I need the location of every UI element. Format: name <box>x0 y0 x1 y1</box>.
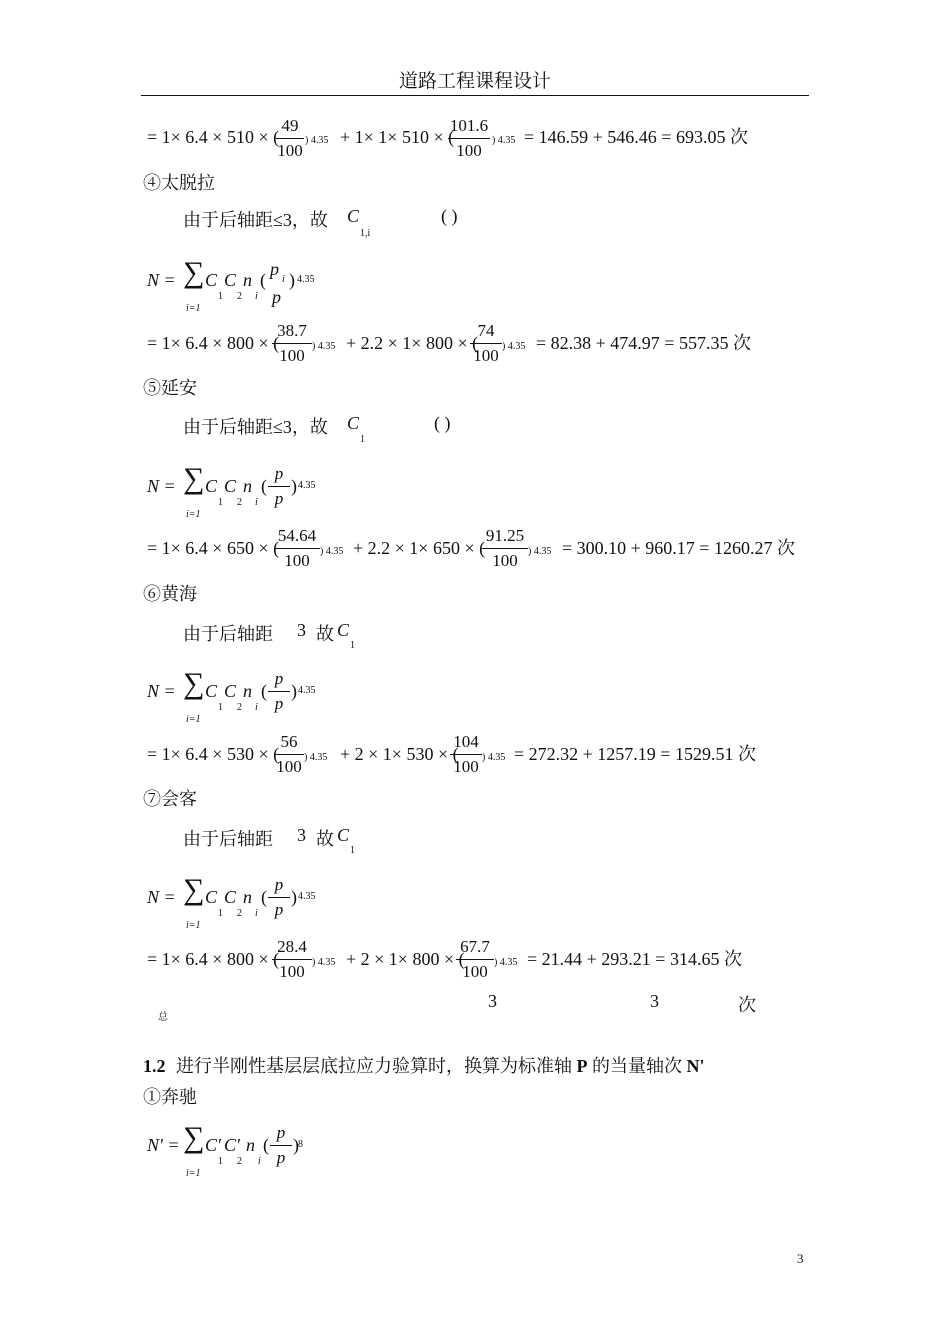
sf4-n: N = <box>147 887 176 907</box>
eq2-f1-denominator: 100 <box>279 346 305 365</box>
sf5-sigma: ∑ <box>183 1121 205 1154</box>
sf1-open: ( <box>260 270 266 290</box>
sf5-c1-prime: C′ <box>205 1135 221 1155</box>
sf1-close: ) <box>289 270 295 290</box>
total-unit: 次 <box>738 995 756 1015</box>
sf3-c2: C <box>224 681 237 701</box>
sf3-exp: 4.35 <box>298 685 316 696</box>
eq1-rhs: = 146.59 + 546.46 = 693.05 次 <box>524 127 748 147</box>
sf2-open: ( <box>261 476 267 496</box>
sf1-sigma: ∑ <box>183 256 205 289</box>
eq2-rhs: = 82.38 + 474.97 = 557.35 次 <box>536 333 751 353</box>
eq1-f1-denominator: 100 <box>277 141 303 160</box>
eq4-lhs: = 1× 6.4 × 530 × ( <box>147 744 280 764</box>
s12-np: N' <box>686 1056 705 1076</box>
eq3-exp1: ) 4.35 <box>320 546 344 557</box>
eq4-exp2: ) 4.35 <box>482 752 506 763</box>
sf5-fraction <box>270 1123 292 1168</box>
eq1-exp1: ) 4.35 <box>305 135 329 146</box>
sf1-index: i=1 <box>186 303 201 314</box>
sf2-sub2: 2 <box>237 497 242 508</box>
sf2-c2: C <box>224 476 237 496</box>
sf3-open: ( <box>261 681 267 701</box>
eq3-f1-numerator: 54.64 <box>277 526 317 545</box>
eq1-f2-denominator: 100 <box>456 141 482 160</box>
eq2-f1-numerator: 38.7 <box>277 321 307 340</box>
sf5-c2-prime: C′ <box>224 1135 240 1155</box>
sf3-n-i: n <box>243 681 252 701</box>
eq2-f2-denominator: 100 <box>473 346 499 365</box>
sf3-sigma: ∑ <box>183 667 205 700</box>
eq3-exp2: ) 4.35 <box>528 546 552 557</box>
sf3-sub1: 1 <box>218 702 223 713</box>
sf2-close: ) <box>291 476 297 496</box>
page-number: 3 <box>797 1251 804 1266</box>
s7-gu: 故 <box>316 829 334 849</box>
sf4-sigma: ∑ <box>183 873 205 906</box>
s5-c-subscript: 1 <box>360 434 365 445</box>
s6-gu: 故 <box>316 624 334 644</box>
sf4-index: i=1 <box>186 920 201 931</box>
sf1-n: N = <box>147 270 176 290</box>
sf5-sub2: 2 <box>237 1156 242 1167</box>
sf2-p-den: p <box>274 489 284 508</box>
s12-p: P <box>576 1056 588 1076</box>
sf2-c1: C <box>205 476 218 496</box>
sf4-c2: C <box>224 887 237 907</box>
s4-c-subscript: 1,i <box>360 228 371 239</box>
sf2-sub1: 1 <box>218 497 223 508</box>
eq5-mid: + 2 × 1× 800 × ( <box>346 949 465 969</box>
s12-text: 进行半刚性基层层底拉应力验算时，换算为标准轴 <box>176 1056 572 1076</box>
sf1-exp: 4.35 <box>297 274 315 285</box>
sf3-n: N = <box>147 681 176 701</box>
eq3-lhs: = 1× 6.4 × 650 × ( <box>147 538 280 558</box>
eq3-f2-numerator: 91.25 <box>485 526 525 545</box>
sf3-p-num: p <box>274 669 284 688</box>
s7-note-text: 由于后轴距 <box>183 829 273 849</box>
s12-mid: 的当量轴次 <box>592 1056 682 1076</box>
sf2-index: i=1 <box>186 509 201 520</box>
sf5-exp: 8 <box>298 1139 303 1150</box>
eq4-fraction-2 <box>450 732 482 777</box>
sf4-p-num: p <box>274 875 284 894</box>
sf4-close: ) <box>291 887 297 907</box>
s7-three: 3 <box>297 825 306 845</box>
eq1-exp2: ) 4.35 <box>492 135 516 146</box>
sf4-c1: C <box>205 887 218 907</box>
eq2-exp2: ) 4.35 <box>502 341 526 352</box>
sf5-p-num: p <box>276 1123 286 1142</box>
sf3-sub-i: i <box>255 702 258 713</box>
eq2-lhs: = 1× 6.4 × 800 × ( <box>147 333 280 353</box>
sf1-sub2: 2 <box>237 291 242 302</box>
total-label: 总 <box>158 1012 168 1023</box>
eq4-f2-numerator: 104 <box>453 732 479 751</box>
section-6-title: ⑥黄海 <box>143 584 197 604</box>
sf3-sub2: 2 <box>237 702 242 713</box>
s6-c-subscript: 1 <box>350 640 355 651</box>
sf5-open: ( <box>263 1135 269 1155</box>
sf1-c1: C <box>205 270 218 290</box>
sf5-sub-i: i <box>258 1156 261 1167</box>
eq3-rhs: = 300.10 + 960.17 = 1260.27 次 <box>562 538 795 558</box>
section-1-title: ①奔驰 <box>143 1087 197 1107</box>
sf2-exp: 4.35 <box>298 480 316 491</box>
sf5-n-i: n <box>246 1135 255 1155</box>
eq2-mid: + 2.2 × 1× 800 × ( <box>346 333 479 353</box>
total-value-2: 3 <box>650 991 659 1011</box>
sf3-fraction <box>268 669 290 714</box>
s4-note-text: 由于后轴距≤3，故 <box>183 210 328 230</box>
eq4-f1-numerator: 56 <box>280 732 298 751</box>
sf1-c2: C <box>224 270 237 290</box>
sf5-close: ) <box>293 1135 299 1155</box>
sf1-sub-i: i <box>255 291 258 302</box>
eq4-fraction-1 <box>274 732 304 777</box>
s6-note-text: 由于后轴距 <box>183 624 273 644</box>
eq5-rhs: = 21.44 + 293.21 = 314.65 次 <box>527 949 742 969</box>
sf2-p-num: p <box>274 464 284 483</box>
sf4-fraction <box>268 875 290 920</box>
sf1-sub1: 1 <box>218 291 223 302</box>
s12-number: 1.2 <box>143 1056 166 1076</box>
section-7-title: ⑦会客 <box>143 789 197 809</box>
sf2-n-i: n <box>243 476 252 496</box>
s7-c-subscript: 1 <box>350 845 355 856</box>
sf4-sub2: 2 <box>237 908 242 919</box>
sf2-sigma: ∑ <box>183 462 205 495</box>
s6-c-symbol: C <box>337 620 350 640</box>
eq4-f2-denominator: 100 <box>453 757 479 776</box>
s4-paren: ( ) <box>441 206 458 226</box>
sf4-exp: 4.35 <box>298 891 316 902</box>
eq5-lhs: = 1× 6.4 × 800 × ( <box>147 949 280 969</box>
page-header-title: 道路工程课程设计 <box>398 71 551 92</box>
eq2-fraction-1 <box>272 321 312 366</box>
sf2-sub-i: i <box>255 497 258 508</box>
eq1-f2-numerator: 101.6 <box>449 116 489 135</box>
sf4-n-i: n <box>243 887 252 907</box>
s5-note-text: 由于后轴距≤3，故 <box>183 417 328 437</box>
eq5-fraction-2 <box>456 937 494 982</box>
eq2-exp1: ) 4.35 <box>312 341 336 352</box>
s5-paren: ( ) <box>434 413 451 433</box>
eq3-mid: + 2.2 × 1× 650 × ( <box>353 538 486 558</box>
eq4-exp1: ) 4.35 <box>304 752 328 763</box>
eq1-fraction-2 <box>448 116 490 161</box>
section-5-title: ⑤延安 <box>143 378 197 398</box>
sf1-p-num: p <box>270 259 279 279</box>
eq1-f1-numerator: 49 <box>281 116 299 135</box>
sf4-sub-i: i <box>255 908 258 919</box>
eq1-mid: + 1× 1× 510 × ( <box>340 127 455 147</box>
sf1-p-sub: i <box>282 274 285 285</box>
eq5-fraction-1 <box>272 937 312 982</box>
sf3-c1: C <box>205 681 218 701</box>
eq2-fraction-2 <box>470 321 502 366</box>
s7-c-symbol: C <box>337 825 350 845</box>
eq3-fraction-1 <box>274 526 320 571</box>
sf1-p-den: p <box>272 287 281 307</box>
sf5-n-prime: N' = <box>147 1135 180 1155</box>
sf5-sub1: 1 <box>218 1156 223 1167</box>
sf2-n: N = <box>147 476 176 496</box>
eq1-fraction-1 <box>276 116 304 161</box>
eq3-f1-denominator: 100 <box>284 551 310 570</box>
section-4-title: ④太脱拉 <box>143 173 215 193</box>
eq4-rhs: = 272.32 + 1257.19 = 1529.51 次 <box>514 744 756 764</box>
eq5-exp1: ) 4.35 <box>312 957 336 968</box>
eq5-f2-numerator: 67.7 <box>460 937 490 956</box>
eq1-lhs: = 1× 6.4 × 510 × ( <box>147 127 280 147</box>
eq5-f1-numerator: 28.4 <box>277 937 307 956</box>
sf3-close: ) <box>291 681 297 701</box>
s6-three: 3 <box>297 620 306 640</box>
sf4-open: ( <box>261 887 267 907</box>
sf5-index: i=1 <box>186 1168 201 1179</box>
eq5-f1-denominator: 100 <box>279 962 305 981</box>
s5-c-symbol: C <box>347 413 360 433</box>
total-value-1: 3 <box>488 991 497 1011</box>
eq2-f2-numerator: 74 <box>477 321 495 340</box>
sf4-p-den: p <box>274 900 284 919</box>
s4-c-symbol: C <box>347 206 360 226</box>
eq3-f2-denominator: 100 <box>492 551 518 570</box>
eq4-mid: + 2 × 1× 530 × ( <box>340 744 459 764</box>
sf2-fraction <box>268 464 290 509</box>
sf3-index: i=1 <box>186 714 201 725</box>
sf5-p-den: p <box>276 1148 286 1167</box>
header-rule <box>141 95 809 96</box>
sf4-sub1: 1 <box>218 908 223 919</box>
section-1-2-heading <box>143 1052 705 1078</box>
eq5-exp2: ) 4.35 <box>494 957 518 968</box>
eq5-f2-denominator: 100 <box>462 962 488 981</box>
eq3-fraction-2 <box>482 526 528 571</box>
sf1-n-i: n <box>243 270 252 290</box>
sf3-p-den: p <box>274 694 284 713</box>
eq4-f1-denominator: 100 <box>276 757 302 776</box>
